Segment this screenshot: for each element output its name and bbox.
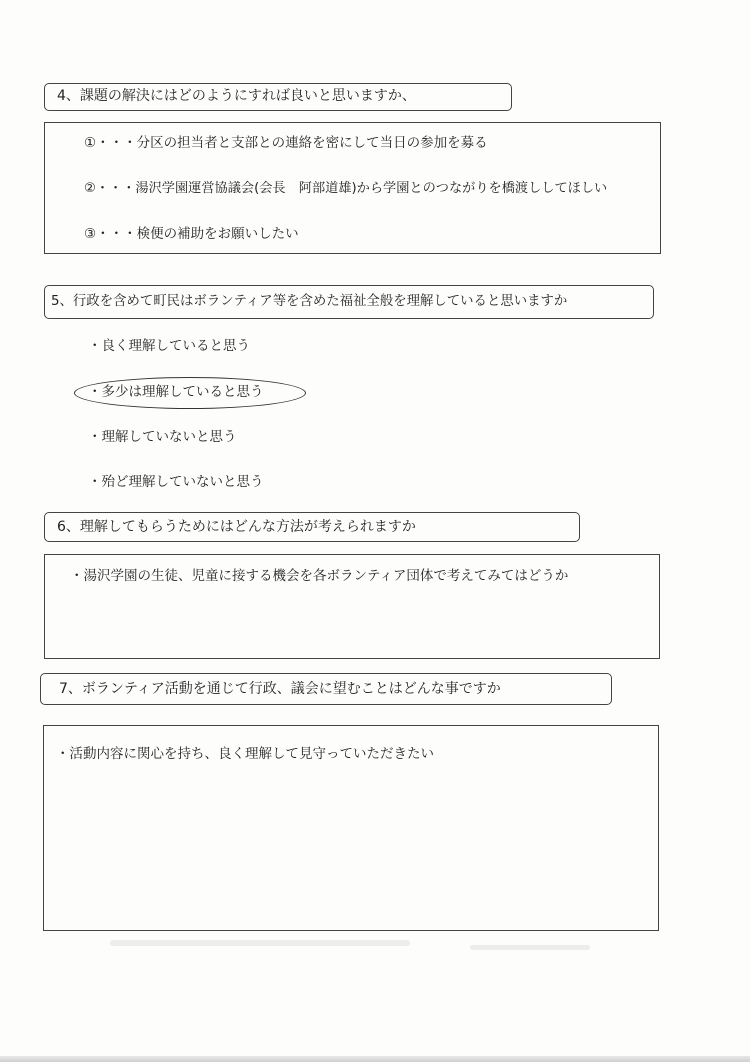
q4-title: 4、課題の解決にはどのようにすれば良いと思いますか、 — [57, 88, 416, 104]
q5-option-1: ・良く理解していると思う — [88, 338, 250, 354]
q5-title: 5、行政を含めて町民はボランティア等を含めた福祉全般を理解していると思いますか — [51, 294, 568, 309]
q5-option-3: ・理解していないと思う — [88, 429, 237, 445]
q5-question-box — [44, 285, 654, 319]
scan-bottom-edge — [0, 1056, 750, 1062]
q6-answer: ・湯沢学園の生徒、児童に接する機会を各ボランティア団体で考えてみてはどうか — [70, 568, 569, 584]
q6-question-box — [44, 512, 580, 542]
scan-smudge — [110, 940, 410, 946]
q4-question-box — [44, 83, 512, 111]
q7-answer: ・活動内容に関心を持ち、良く理解して見守っていただきたい — [56, 746, 434, 762]
q7-question-box — [40, 673, 612, 705]
q5-option-2: ・多少は理解していると思う — [88, 384, 264, 400]
q4-answer-1: ①・・・分区の担当者と支部との連絡を密にして当日の参加を募る — [84, 135, 488, 151]
q6-title: 6、理解してもらうためにはどんな方法が考えられますか — [57, 519, 416, 535]
q5-option-4: ・殆ど理解していないと思う — [88, 474, 264, 490]
q4-answer-2: ②・・・湯沢学園運営協議会(会長 阿部道雄)から学園とのつながりを橋渡ししてほしい — [84, 181, 608, 196]
q7-title: 7、ボランティア活動を通じて行政、議会に望むことはどんな事ですか — [59, 681, 501, 697]
q4-answer-3: ③・・・検便の補助をお願いしたい — [84, 226, 299, 242]
scan-smudge — [470, 945, 590, 950]
